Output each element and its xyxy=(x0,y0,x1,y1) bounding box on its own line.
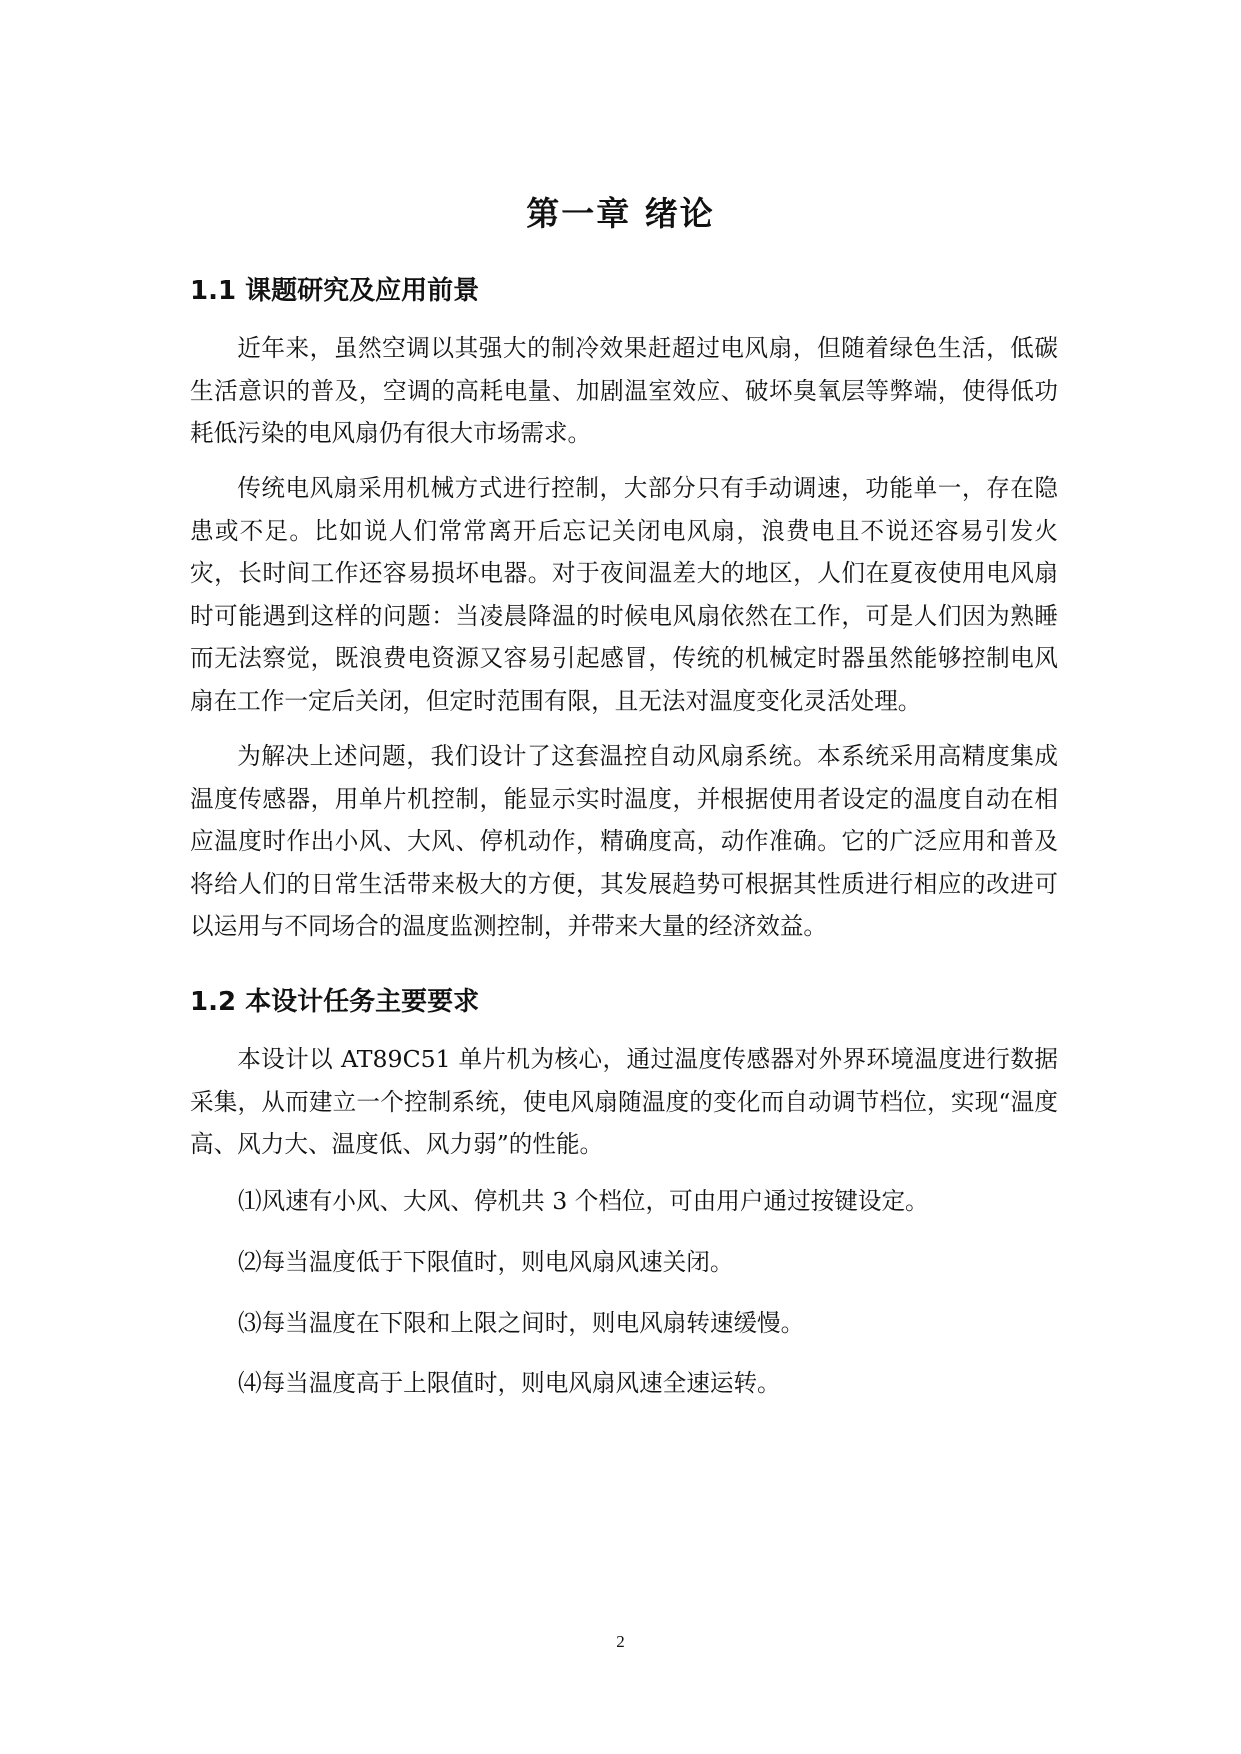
paragraph-traditional-fans: 传统电风扇采用机械方式进行控制，大部分只有手动调速，功能单一，存在隐患或不足。比如说人们常常离开后忘记关闭电风扇，浪费电且不说还容易引发火灾，长时间工作还容易损坏电器。对于夜间温差大的地区，人们在夏夜使用电风扇时可能遇到这样的问题：当凌晨降温的时候电风扇依然在工作，可是人们因为熟睡而无法察觉，既浪费电资源又容易引起感冒，传统的机械定时器虽然能够控制电风扇在工作一定后关闭，但定时范围有限，且无法对温度变化灵活处理。 xyxy=(190,474,1058,715)
paragraph-solution: 为解决上述问题，我们设计了这套温控自动风扇系统。本系统采用高精度集成温度传感器，用单片机控制，能显示实时温度，并根据使用者设定的温度自动在相应温度时作出小风、大风、停机动作，精确度高，动作准确。它的广泛应用和普及将给人们的日常生活带来极大的方便，其发展趋势可根据其性质进行相应的改进可以运用与不同场合的温度监测控制，并带来大量的经济效益。 xyxy=(190,742,1058,940)
paragraph-background: 近年来，虽然空调以其强大的制冷效果赶超过电风扇，但随着绿色生活，低碳生活意识的普及，空调的高耗电量、加剧温室效应、破坏臭氧层等弊端，使得低功耗低污染的电风扇仍有很大市场需求。 xyxy=(190,334,1058,447)
chapter-title: 第一章 绪论 xyxy=(526,194,715,233)
requirement-item-4: ⑷每当温度高于上限值时，则电风扇风速全速运转。 xyxy=(238,1369,781,1397)
paragraph-design-task: 本设计以 AT89C51 单片机为核心，通过温度传感器对外界环境温度进行数据采集，从而建立一个控制系统，使电风扇随温度的变化而自动调节档位，实现“温度高、风力大、温度低、风力弱”的性能。 xyxy=(190,1045,1058,1158)
requirement-item-1: ⑴风速有小风、大风、停机共 3 个档位，可由用户通过按键设定。 xyxy=(238,1187,929,1215)
page-number: 2 xyxy=(616,1632,625,1651)
section-heading-1-2: 1.2 本设计任务主要要求 xyxy=(190,987,480,1017)
section-heading-1-1: 1.1 课题研究及应用前景 xyxy=(190,276,480,306)
requirement-item-2: ⑵每当温度低于下限值时，则电风扇风速关闭。 xyxy=(238,1248,734,1276)
requirement-item-3: ⑶每当温度在下限和上限之间时，则电风扇转速缓慢。 xyxy=(238,1309,805,1337)
